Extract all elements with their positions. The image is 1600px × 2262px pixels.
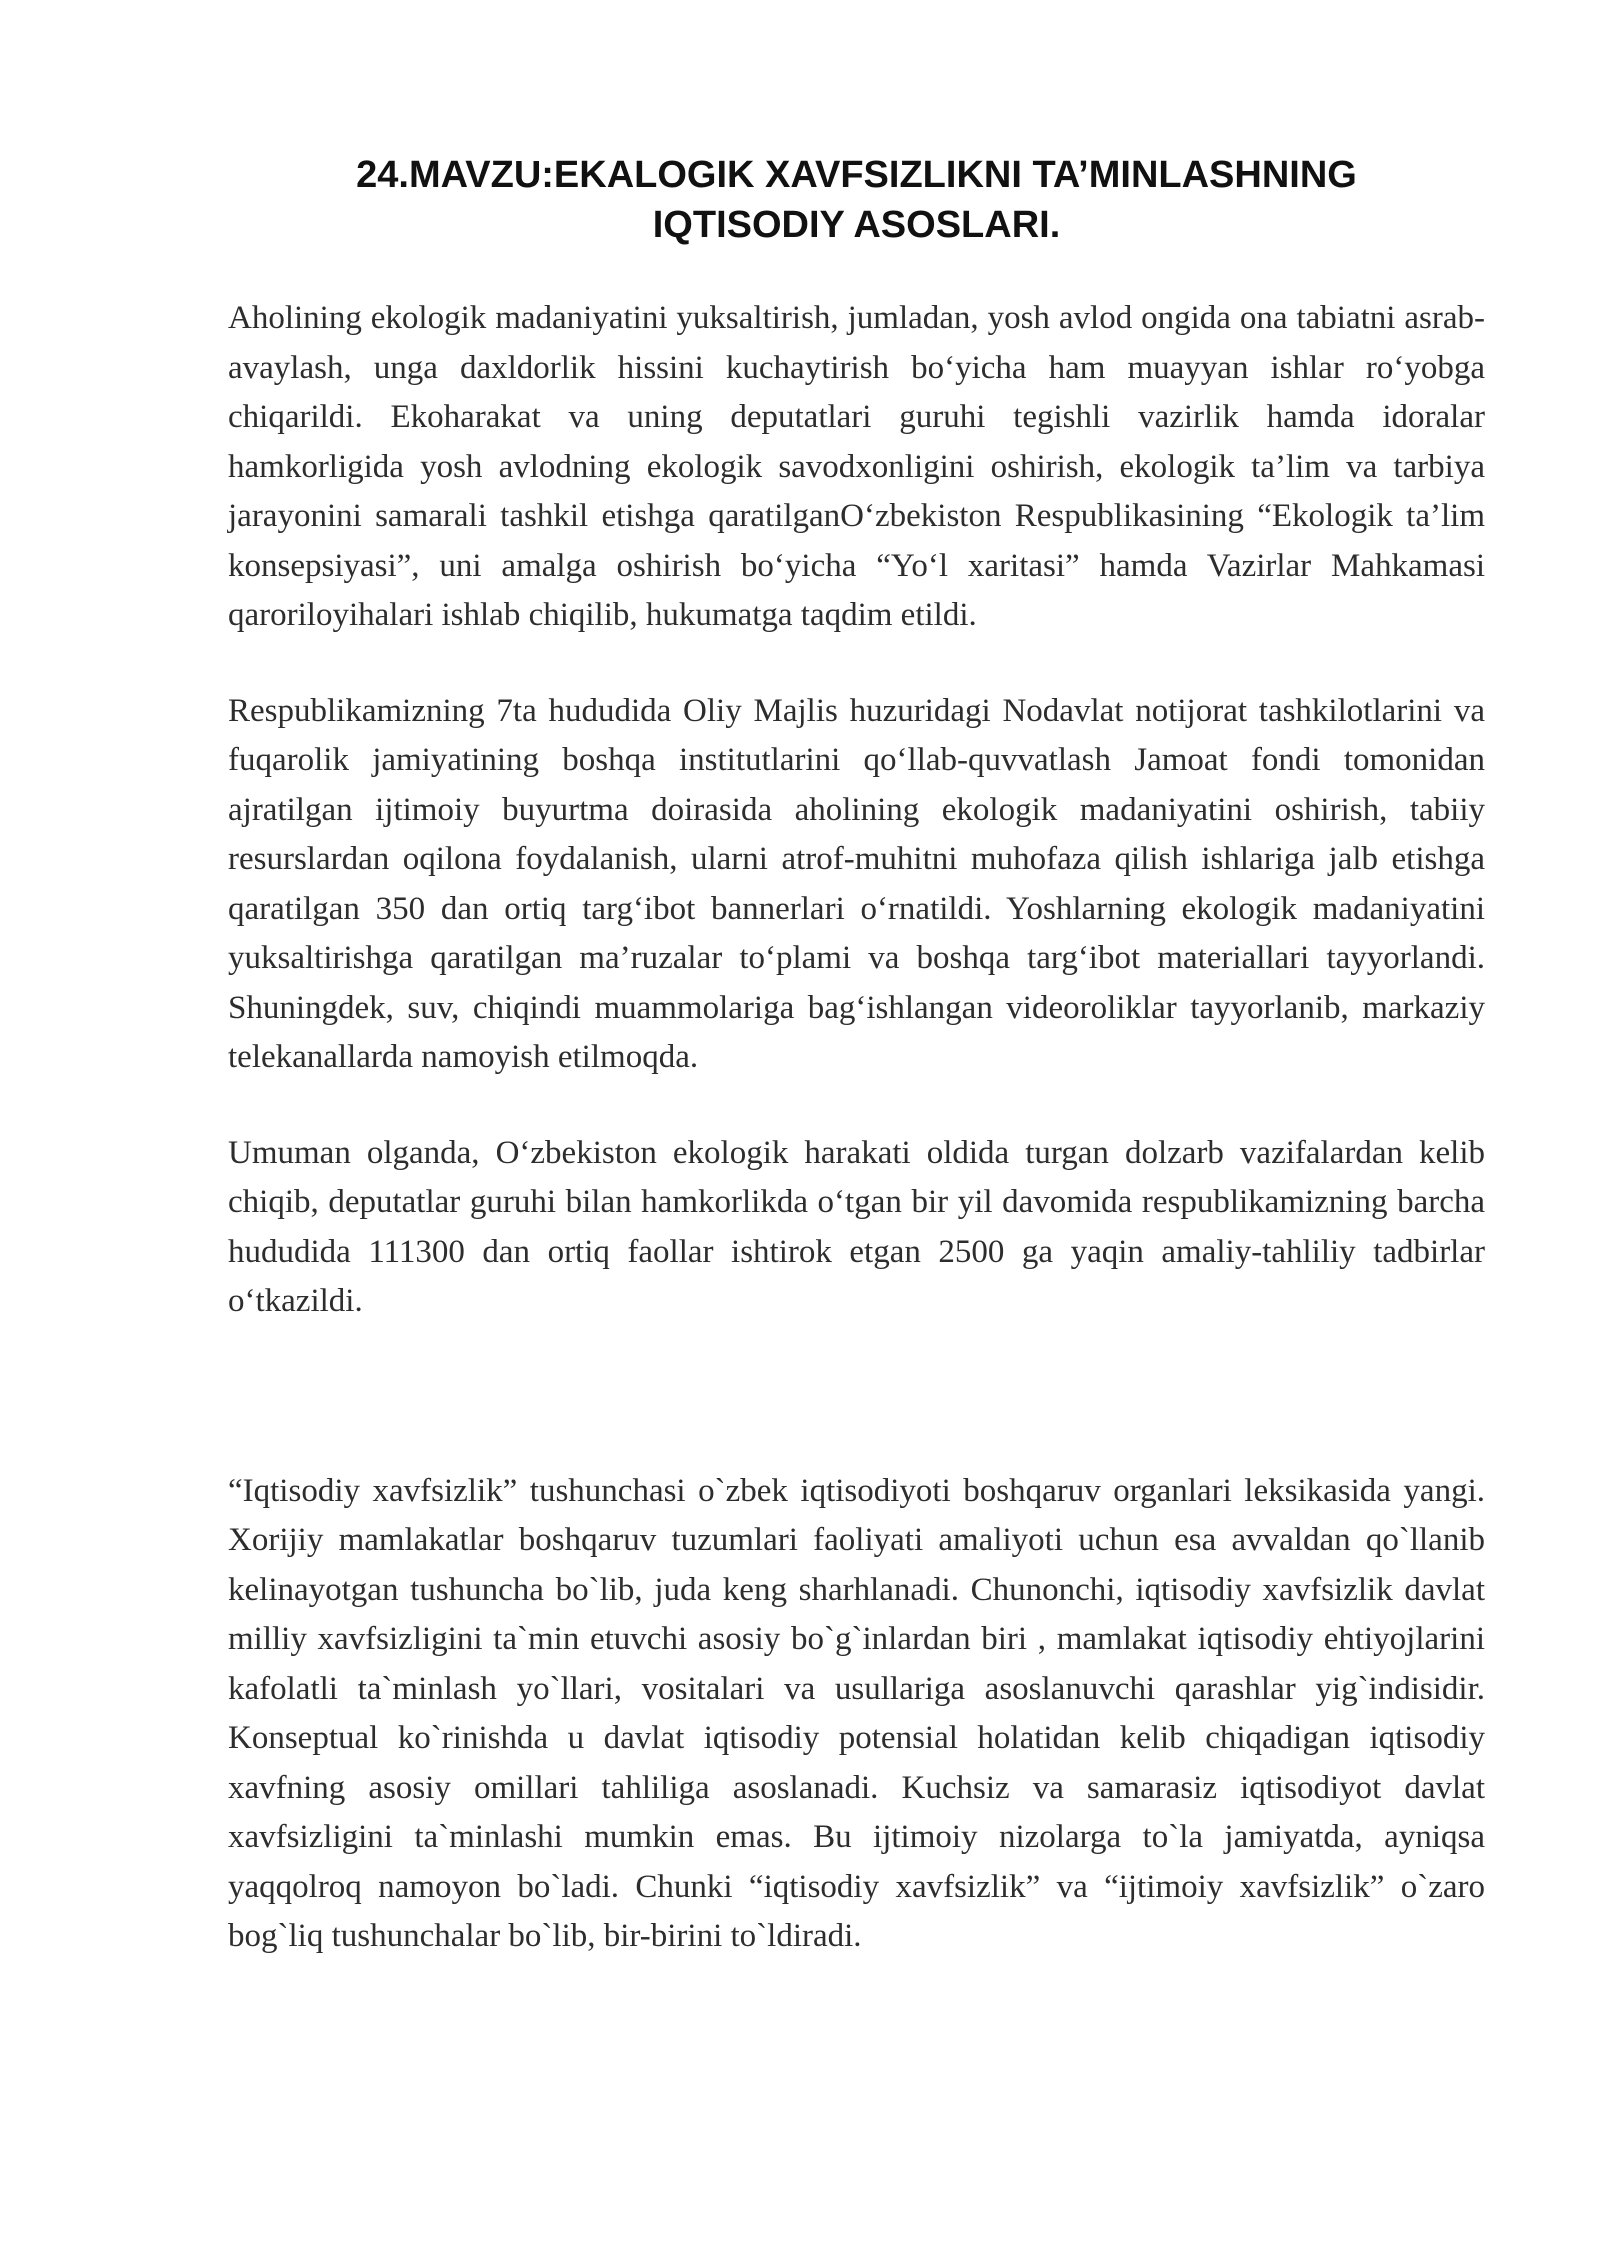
page-title bbox=[228, 150, 1485, 250]
title-line-2: IQTISODIY ASOSLARI. bbox=[652, 204, 1061, 246]
paragraph-ecological-culture: Aholining ekologik madaniyatini yuksaltirish, jumladan, yosh avlod ongida ona tabiatni asrab-avaylash, unga daxldorlik hissini kuchaytirish bo‘yicha ham muayyan ishlar ro‘yobga chiqarildi. Ekoharakat va uning deputatlari guruhi tegishli vazirlik hamda idoralar hamkorligida yosh avlodning ekologik savodxonligini oshirish, ekologik ta’lim va tarbiya jarayonini samarali tashkil etishga qaratilganO‘zbekiston Respublikasining “Ekologik ta’lim konsepsiyasi”, uni amalga oshirish bo‘yicha “Yo‘l xaritasi” hamda Vazirlar Mahkamasi qaroriloyihalari ishlab chiqilib, hukumatga taqdim etildi. bbox=[228, 300, 1485, 633]
title-line-1: 24.MAVZU:EKALOGIK XAVFSIZLIKNI TA’MINLASHNING bbox=[356, 154, 1357, 196]
document-body bbox=[228, 150, 1485, 1962]
paragraph-annual-events: Umuman olganda, O‘zbekiston ekologik harakati oldida turgan dolzarb vazifalardan kelib chiqib, deputatlar guruhi bilan hamkorlikda o‘tgan bir yil davomida respublikamizning barcha hududida 111300 dan ortiq faollar ishtirok etgan 2500 ga yaqin amaliy-tahliliy tadbirlar o‘tkazildi. bbox=[228, 1134, 1485, 1319]
paragraph-regional-campaigns: Respublikamizning 7ta hududida Oliy Majlis huzuridagi Nodavlat notijorat tashkilotlarini va fuqarolik jamiyatining boshqa institutlarini qo‘llab-quvvatlash Jamoat fondi tomonidan ajratilgan ijtimoiy buyurtma doirasida aholining ekologik madaniyatini oshirish, tabiiy resurslardan oqilona foydalanish, ularni atrof-muhitni muhofaza qilish ishlariga jalb etishga qaratilgan 350 dan ortiq targ‘ibot bannerlari o‘rnatildi. Yoshlarning ekologik madaniyatini yuksaltirishga qaratilgan ma’ruzalar to‘plami va boshqa targ‘ibot materiallari tayyorlandi. Shuningdek, suv, chiqindi muammolariga bag‘ishlangan videoroliklar tayyorlanib, markaziy telekanallarda namoyish etilmoqda. bbox=[228, 692, 1485, 1075]
paragraph-economic-security: “Iqtisodiy xavfsizlik” tushunchasi o`zbek iqtisodiyoti boshqaruv organlari leksikasida yangi. Xorijiy mamlakatlar boshqaruv tuzumlari faoliyati amaliyoti uchun esa avvaldan qo`llanib kelinayotgan tushuncha bo`lib, juda keng sharhlanadi. Chunonchi, iqtisodiy xavfsizlik davlat milliy xavfsizligini ta`min etuvchi asosiy bo`g`inlardan biri , mamlakat iqtisodiy ehtiyojlarini kafolatli ta`minlash yo`llari, vositalari va usullariga asoslanuvchi qarashlar yig`indisidir. Konseptual ko`rinishda u davlat iqtisodiy potensial holatidan kelib chiqadigan iqtisodiy xavfning asosiy omillari tahliliga asoslanadi. Kuchsiz va samarasiz iqtisodiyot davlat xavfsizligini ta`minlashi mumkin emas. Bu ijtimoiy nizolarga to`la jamiyatda, ayniqsa yaqqolroq namoyon bo`ladi. Chunki “iqtisodiy xavfsizlik” va “ijtimoiy xavfsizlik” o`zaro bog`liq tushunchalar bo`lib, bir-birini to`ldiradi. bbox=[228, 1472, 1485, 1954]
